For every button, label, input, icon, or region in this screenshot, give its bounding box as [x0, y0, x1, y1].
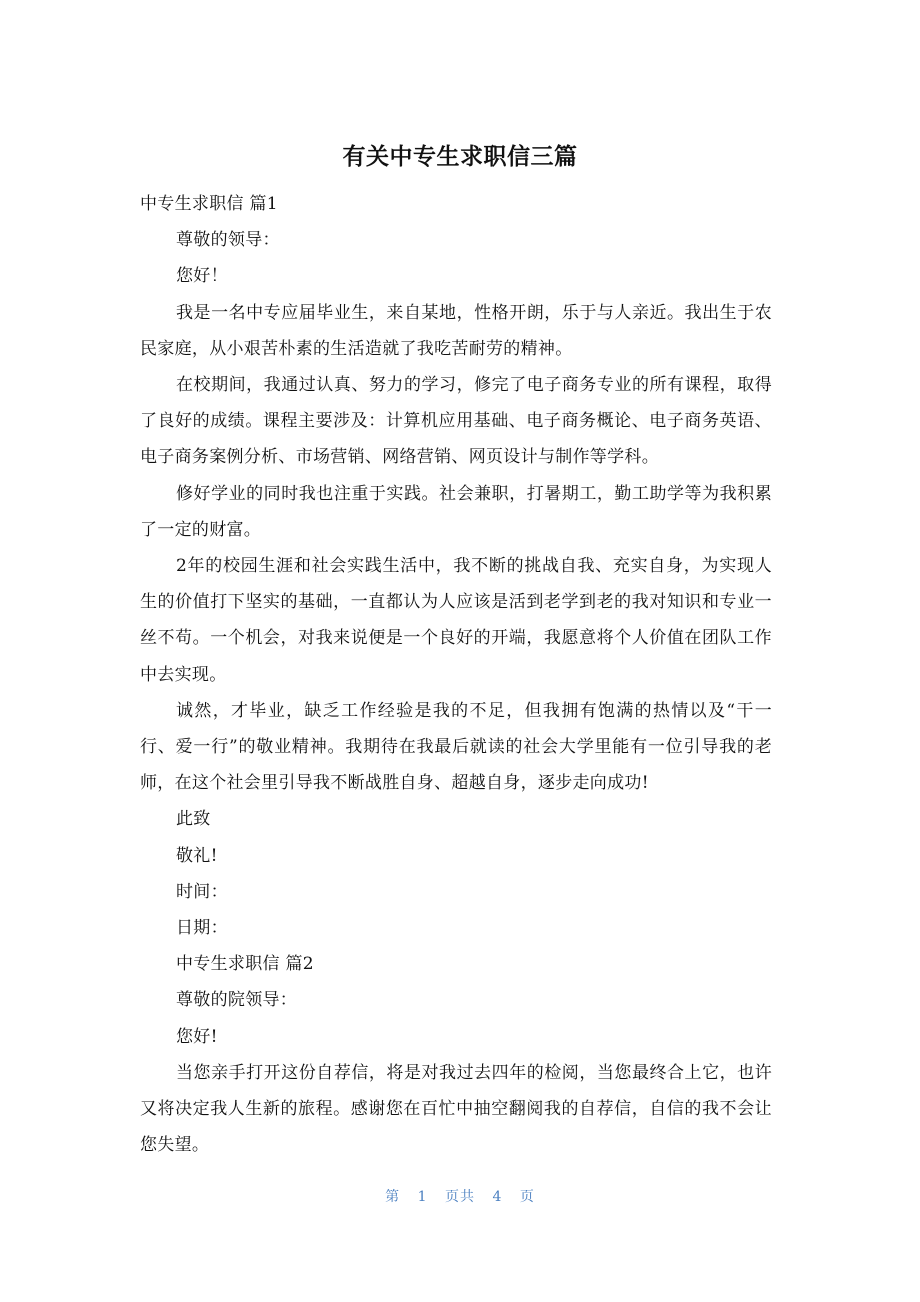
time-line: 时间：	[176, 881, 228, 902]
body-paragraph: 修好学业的同时我也注重于实践。社会兼职，打暑期工，勤工助学等为我积累了一定的财富。	[140, 483, 772, 540]
document-title: 有关中专生求职信三篇	[342, 144, 578, 170]
footer-label-page: 第	[385, 1189, 401, 1205]
closing-line: 此致	[176, 809, 211, 830]
closing-salute: 敬礼!	[176, 845, 218, 866]
body-paragraph: 诚然，才毕业，缺乏工作经验是我的不足，但我拥有饱满的热情以及“干一行、爱一行”的敬业精神。我期待在我最后就读的社会大学里能有一位引导我的老师，在这个社会里引导我不断战胜自身、超越自身，逐步走向成功!	[140, 700, 772, 794]
footer-total-pages: 4	[492, 1189, 503, 1205]
footer-label-total: 页共	[445, 1189, 475, 1205]
body-paragraph: 当您亲手打开这份自荐信，将是对我过去四年的检阅，当您最终合上它，也许又将决定我人生新的旅程。感谢您在百忙中抽空翻阅我的自荐信，自信的我不会让您失望。	[140, 1062, 772, 1156]
body-paragraph: 2年的校园生涯和社会实践生活中，我不断的挑战自我、充实自身，为实现人生的价值打下坚实的基础，一直都认为人应该是活到老学到老的我对知识和专业一丝不苟。一个机会，对我来说便是一个良好的开端，我愿意将个人价值在团队工作中去实现。	[140, 556, 772, 685]
greeting: 您好！	[176, 266, 228, 287]
body-paragraph: 我是一名中专应届毕业生，来自某地，性格开朗，乐于与人亲近。我出生于农民家庭，从小艰苦朴素的生活造就了我吃苦耐劳的精神。	[140, 302, 772, 359]
date-line: 日期：	[176, 918, 228, 939]
section-heading-2: 中专生求职信 篇2	[176, 954, 314, 975]
section-heading-1: 中专生求职信 篇1	[140, 194, 278, 214]
salutation: 尊敬的领导：	[176, 230, 280, 251]
footer-label-unit: 页	[519, 1189, 535, 1205]
footer-current-page: 1	[417, 1189, 428, 1205]
page-footer	[0, 1186, 920, 1206]
document-body	[140, 186, 772, 1163]
greeting: 您好!	[176, 1026, 218, 1047]
salutation: 尊敬的院领导：	[176, 990, 298, 1011]
body-paragraph: 在校期间，我通过认真、努力的学习，修完了电子商务专业的所有课程，取得了良好的成绩。课程主要涉及：计算机应用基础、电子商务概论、电子商务英语、电子商务案例分析、市场营销、网络营销、网页设计与制作等学科。	[140, 375, 772, 468]
